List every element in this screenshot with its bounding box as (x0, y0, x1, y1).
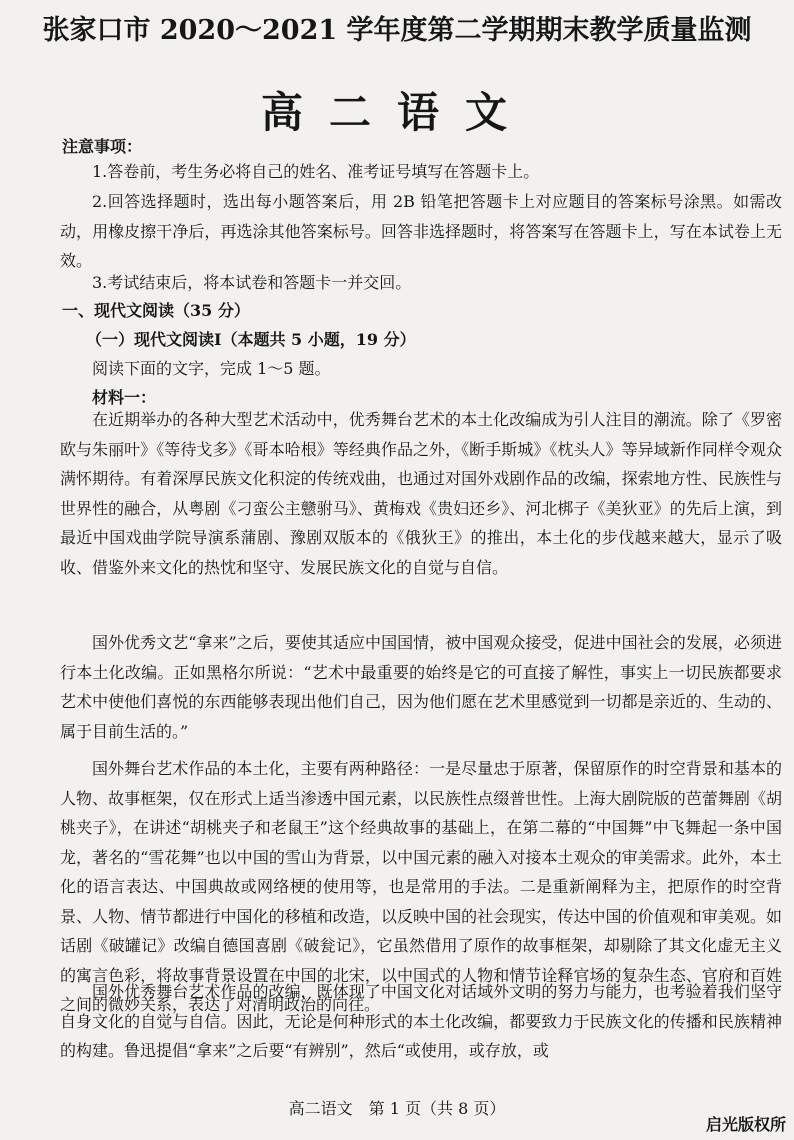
material-paragraph-3: 国外舞台艺术作品的本土化，主要有两种路径：一是尽量忠于原著，保留原作的时空背景和基本的人物、故事框架，仅在形式上适当渗透中国元素，以民族性点缀普世性。上海大剧院版的芭蕾舞剧《胡桃夹子》，在讲述“胡桃夹子和老鼠王”这个经典故事的基础上，在第二幕的“中国舞”中飞舞起一条中国龙，著名的“雪花舞”也以中国的雪山为背景，以中国元素的融入对接本土观众的审美需求。此外，本土化的语言表达、中国典故或网络梗的使用等，也是常用的手法。二是重新阐释为主，把原作的时空背景、人物、情节都进行中国化的移植和改造，以反映中国的社会现实，传达中国的价值观和审美观。如话剧《破罐记》改编自德国喜剧《破瓮记》，它虽然借用了原作的故事框架，却剔除了其文化虚无主义的寓言色彩，将故事背景设置在中国的北宋，以中国式的人物和情节诠释官场的复杂生态、官府和百姓之间的微妙关系，表达了对清明政治的向往。 (60, 759, 782, 1014)
material-label: 材料一： (92, 388, 157, 407)
page-footer: 高二语文 第 1 页（共 8 页） (288, 1099, 506, 1118)
material-paragraph-4: 国外优秀舞台艺术作品的改编，既体现了中国文化对话域外文明的努力与能力，也考验着我们坚守自身文化的自觉与自信。因此，无论是何种形式的本土化改编，都要致力于民族文化的传播和民族精神的构建。鲁迅提倡“拿来”之后要“有辨别”，然后“或使用，或存放，或 (60, 982, 782, 1060)
notes-heading: 注意事项： (62, 137, 143, 156)
material-paragraph-2: 国外优秀文艺“拿来”之后，要使其适应中国国情，被中国观众接受，促进中国社会的发展，必须进行本土化改编。正如黑格尔所说：“艺术中最重要的始终是它的可直接了解性，事实上一切民族都要求艺术中使他们喜悦的东西能够表现出他们自己，因为他们愿在艺术里感觉到一切都是亲近的、生动的、属于目前生活的。” (60, 633, 782, 741)
publisher-mark: 启光版权所 (705, 1115, 786, 1134)
note-item-3: 3.考试结束后，将本试卷和答题卡一并交回。 (92, 273, 412, 292)
subject-title: 高二语文 (260, 88, 533, 137)
section-heading: 一、现代文阅读（35 分） (62, 301, 250, 320)
note-item-1: 1.答卷前，考生务必将自己的姓名、准考证号填写在答题卡上。 (92, 162, 540, 181)
sub-section-heading: （一）现代文阅读Ⅰ（本题共 5 小题，19 分） (86, 330, 416, 349)
note-item-2: 2.回答选择题时，选出每小题答案后，用 2B 铅笔把答题卡上对应题目的答案标号涂黑。如需改动，用橡皮擦干净后，再选涂其他答案标号。回答非选择题时，将答案写在答题卡上，写在本试卷上无效。 (60, 192, 782, 270)
material-paragraph-1: 在近期举办的各种大型艺术活动中，优秀舞台艺术的本土化改编成为引人注目的潮流。除了《罗密欧与朱丽叶》《等待戈多》《哥本哈根》等经典作品之外，《断手斯城》《枕头人》等异域新作同样令观众满怀期待。有着深厚民族文化积淀的传统戏曲，也通过对国外戏剧作品的改编，探索地方性、民族性与世界性的融合，从粤剧《刁蛮公主戆驸马》、黄梅戏《贵妇还乡》、河北梆子《美狄亚》的先后上演，到最近中国戏曲学院导演系蒲剧、豫剧双版本的《俄狄王》的推出，本土化的步伐越来越大，显示了吸收、借鉴外来文化的热忱和坚守、发展民族文化的自觉与自信。 (60, 410, 782, 577)
exam-title: 张家口市 2020～2021 学年度第二学期期末教学质量监测 (42, 15, 752, 46)
reading-instruction: 阅读下面的文字，完成 1～5 题。 (92, 359, 331, 378)
